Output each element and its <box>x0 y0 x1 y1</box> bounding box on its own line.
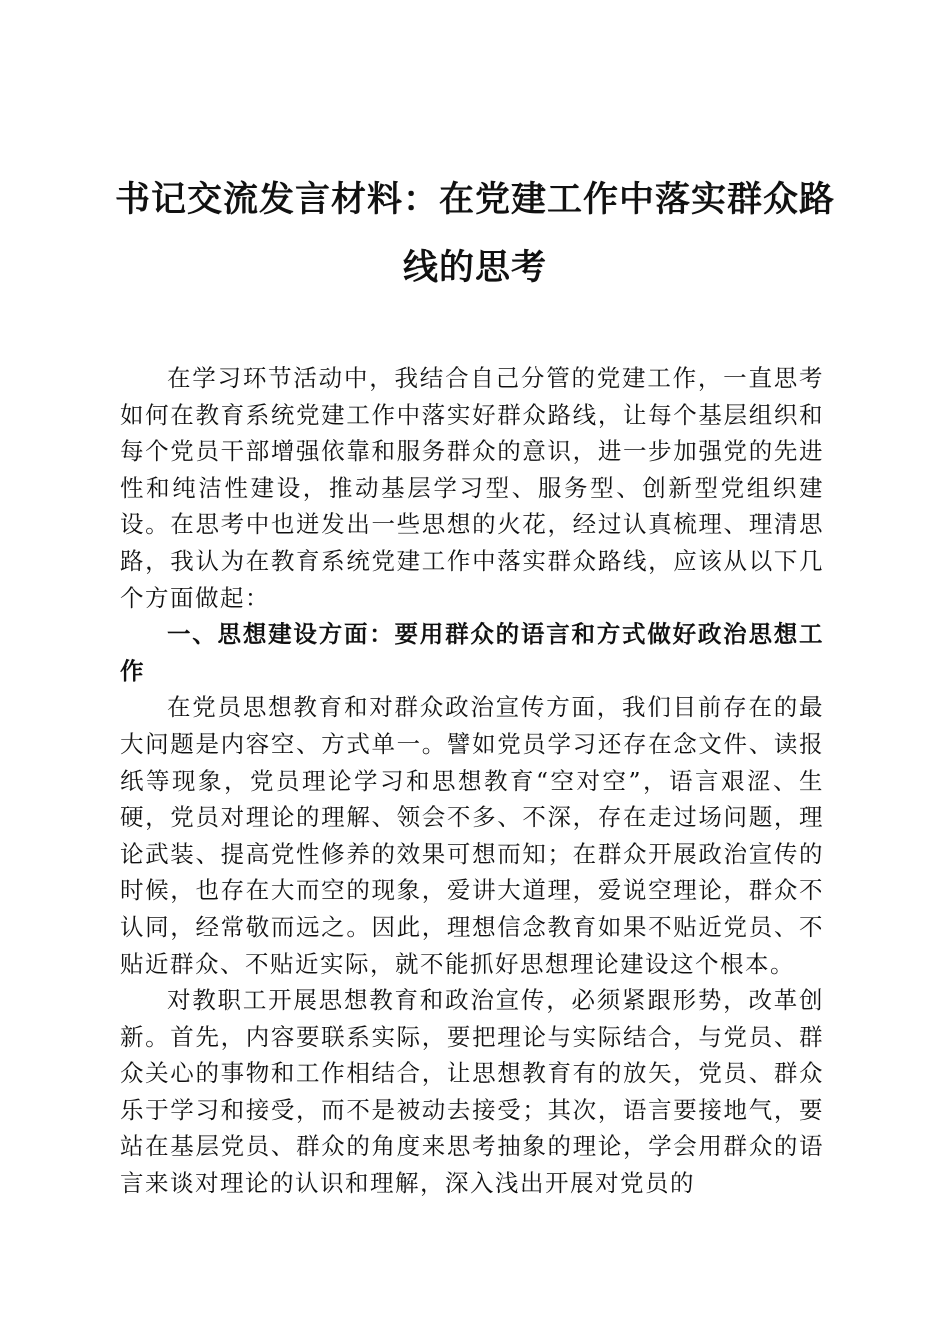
body-paragraph-1: 在党员思想教育和对群众政治宣传方面，我们目前存在的最大问题是内容空、方式单一。譬如党员学习还存在念文件、读报纸等现象，党员理论学习和思想教育“空对空”，语言艰涩、生硬，党员对理论的理解、领会不多、不深，存在走过场问题，理论武装、提高党性修养的效果可想而知；在群众开展政治宣传的时候，也存在大而空的现象，爱讲大道理，爱说空理论，群众不认同，经常敬而远之。因此，理想信念教育如果不贴近党员、不贴近群众、不贴近实际，就不能抓好思想理论建设这个根本。 <box>120 693 824 978</box>
intro-paragraph: 在学习环节活动中，我结合自己分管的党建工作，一直思考如何在教育系统党建工作中落实好群众路线，让每个基层组织和每个党员干部增强依靠和服务群众的意识，进一步加强党的先进性和纯洁性建设，推动基层学习型、服务型、创新型党组织建设。在思考中也迸发出一些思想的火花，经过认真梳理、理清思路，我认为在教育系统党建工作中落实群众路线，应该从以下几个方面做起： <box>120 364 824 612</box>
document-title: 书记交流发言材料：在党建工作中落实群众路线的思考 <box>114 179 835 288</box>
document-body <box>120 360 824 1202</box>
section-heading-1: 一、思想建设方面：要用群众的语言和方式做好政治思想工作 <box>120 620 824 685</box>
body-paragraph-2: 对教职工开展思想教育和政治宣传，必须紧跟形势，改革创新。首先，内容要联系实际，要把理论与实际结合，与党员、群众关心的事物和工作相结合，让思想教育有的放矢，党员、群众乐于学习和接受，而不是被动去接受；其次，语言要接地气，要站在基层党员、群众的角度来思考抽象的理论，学会用群众的语言来谈对理论的认识和理解，深入浅出开展对党员的 <box>120 986 824 1198</box>
